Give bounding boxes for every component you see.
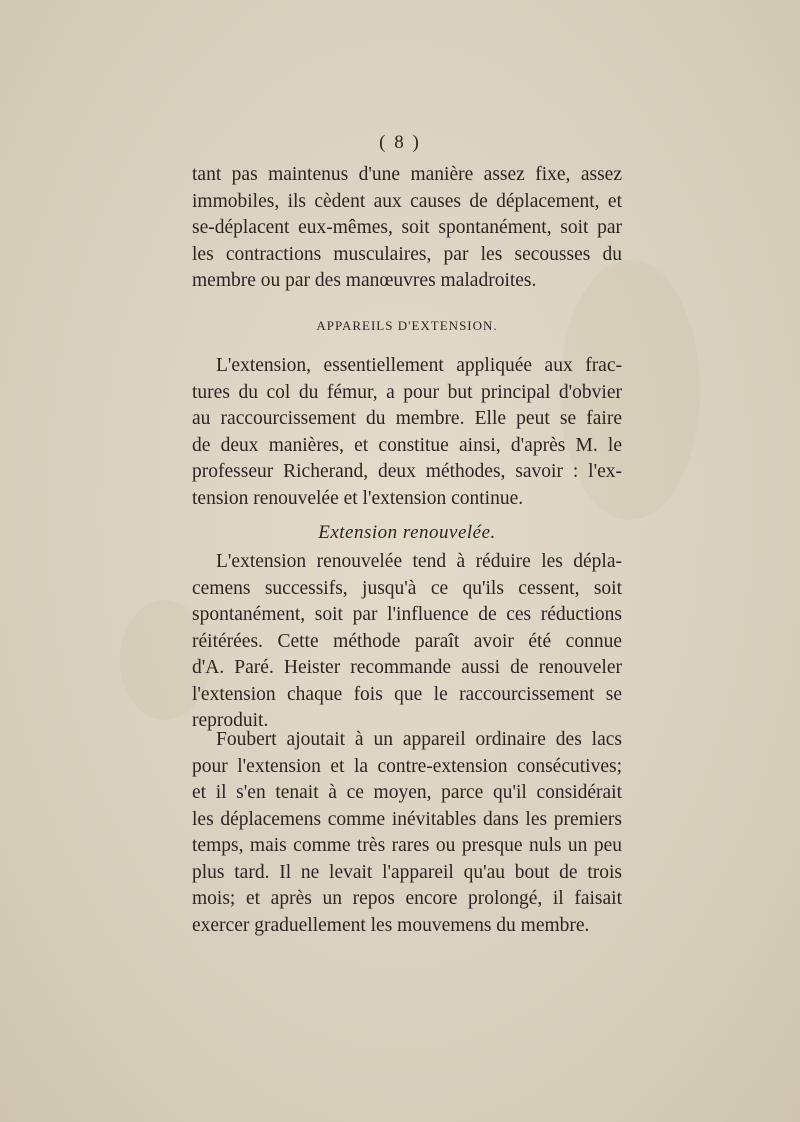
- text-line: L'extension, essentiellement appliquée aux frac-: [216, 355, 622, 376]
- paragraph-1: [192, 162, 622, 295]
- page-number: ( 8 ): [379, 132, 421, 153]
- text-line: membre ou par des manœuvres maladroites.: [192, 270, 537, 291]
- text-line: spontanément, soit par l'influence de ces réductions: [192, 604, 622, 625]
- text-line: les contractions musculaires, par les secousses du: [192, 243, 622, 265]
- text-line: de deux manières, et constitue ainsi, d'après M. le: [192, 434, 622, 456]
- text-line: mois; et après un repos encore prolongé, il faisait: [192, 888, 622, 909]
- text-line: tant pas maintenus d'une manière assez fixe, assez: [192, 164, 622, 185]
- text-line: cemens successifs, jusqu'à ce qu'ils cessent, soit: [192, 577, 622, 599]
- text-line: et il s'en tenait à ce moyen, parce qu'il considérait: [192, 782, 622, 803]
- text-line: professeur Richerand, deux méthodes, savoir : l'ex-: [192, 461, 622, 482]
- text-line: Foubert ajoutait à un appareil ordinaire des lacs: [216, 729, 622, 750]
- paragraph-2: [192, 353, 622, 512]
- text-line: se-déplacent eux-mêmes, soit spontanément, soit par: [192, 217, 622, 238]
- text-line: d'A. Paré. Heister recommande aussi de renouveler: [192, 657, 622, 678]
- text-line: exercer graduellement les mouvemens du membre.: [192, 914, 590, 936]
- subsection-heading: Extension renouvelée.: [318, 522, 496, 543]
- text-line: réitérées. Cette méthode paraît avoir été connue: [192, 630, 622, 652]
- text-line: temps, mais comme très rares ou presque nuls un peu: [192, 835, 622, 856]
- text-line: au raccourcissement du membre. Elle peut se faire: [192, 408, 622, 429]
- text-line: immobiles, ils cèdent aux causes de déplacement, et: [192, 190, 622, 212]
- text-line: tures du col du fémur, a pour but principal d'obvier: [192, 381, 622, 403]
- text-line: pour l'extension et la contre-extension consécutives;: [192, 755, 622, 777]
- paragraph-3: [192, 549, 622, 735]
- text-line: tension renouvelée et l'extension continue.: [192, 487, 524, 509]
- text-line: l'extension chaque fois que le raccourcissement se: [192, 683, 622, 705]
- section-heading: APPAREILS D'EXTENSION.: [316, 318, 498, 333]
- text-line: L'extension renouvelée tend à réduire les dépla-: [216, 551, 622, 572]
- text-line: plus tard. Il ne levait l'appareil qu'au bout de trois: [192, 861, 622, 883]
- text-line: les déplacemens comme inévitables dans les premiers: [192, 808, 622, 830]
- paragraph-4: [192, 727, 622, 939]
- text-line: reproduit.: [192, 710, 269, 731]
